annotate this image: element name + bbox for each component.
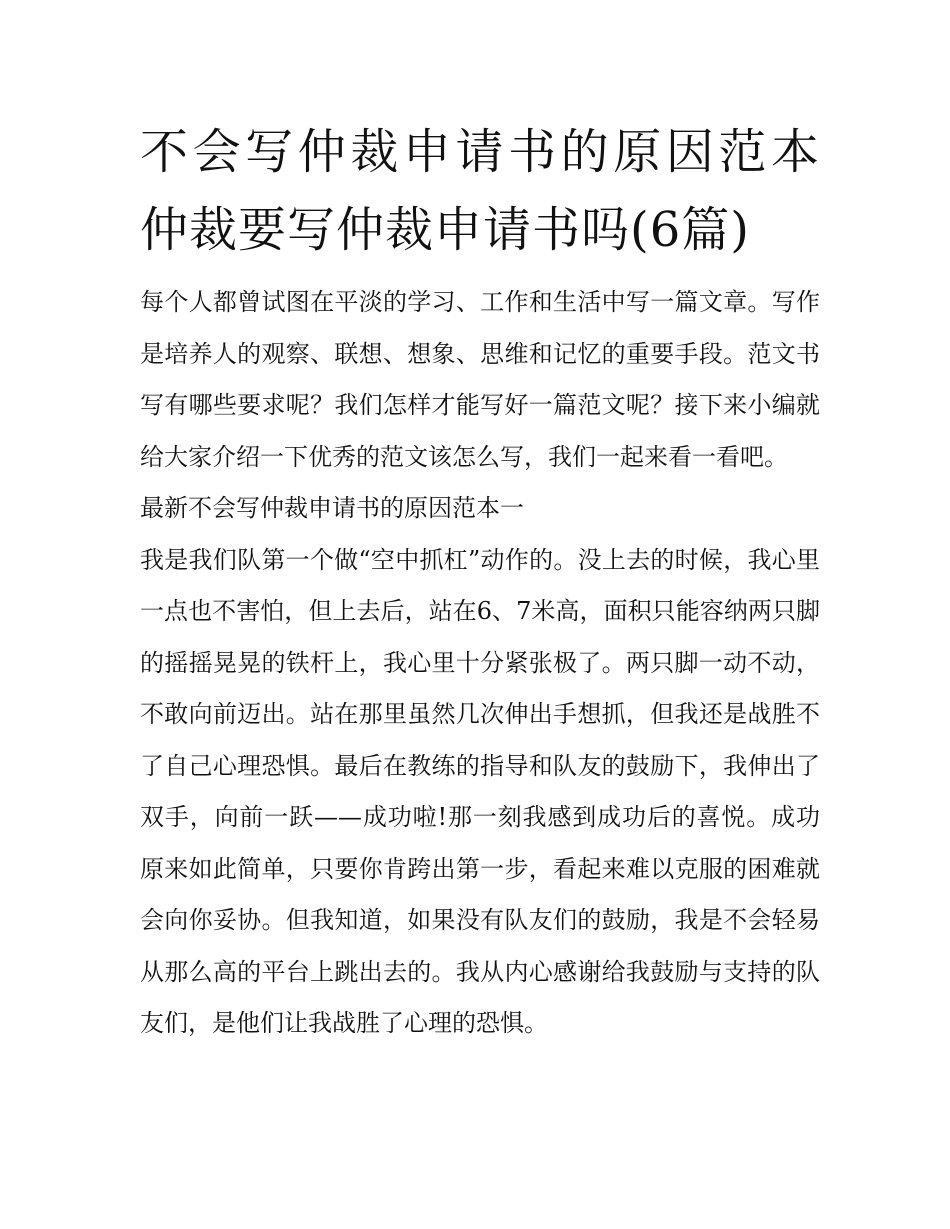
body-paragraph: 我是我们队第一个做“空中抓杠”动作的。没上去的时候，我心里一点也不害怕，但上去后，站在6、7米高，面积只能容纳两只脚的摇摇晃晃的铁杆上，我心里十分紧张极了。两只脚一动不动，不敢向前迈出。站在那里虽然几次伸出手想抓，但我还是战胜不了自己心理恐惧。最后在教练的指导和队友的鼓励下，我伸出了双手，向前一跃——成功啦!那一刻我感到成功后的喜悦。成功原来如此简单，只要你肯跨出第一步，看起来难以克服的困难就会向你妥协。但我知道，如果没有队友们的鼓励，我是不会轻易从那么高的平台上跳出去的。我从内心感谢给我鼓励与支持的队友们，是他们让我战胜了心理的恐惧。 xyxy=(140,545,820,1037)
document-content xyxy=(140,113,820,1050)
document-title: 不会写仲裁申请书的原因范本 仲裁要写仲裁申请书吗(6篇) xyxy=(140,124,820,258)
intro-paragraph: 每个人都曾试图在平淡的学习、工作和生活中写一篇文章。写作是培养人的观察、联想、想象、思维和记忆的重要手段。范文书写有哪些要求呢？我们怎样才能写好一篇范文呢？接下来小编就给大家介绍一下优秀的范文该怎么写，我们一起来看一看吧。 xyxy=(140,288,820,471)
section-title: 最新不会写仲裁申请书的原因范本一 xyxy=(140,494,524,522)
